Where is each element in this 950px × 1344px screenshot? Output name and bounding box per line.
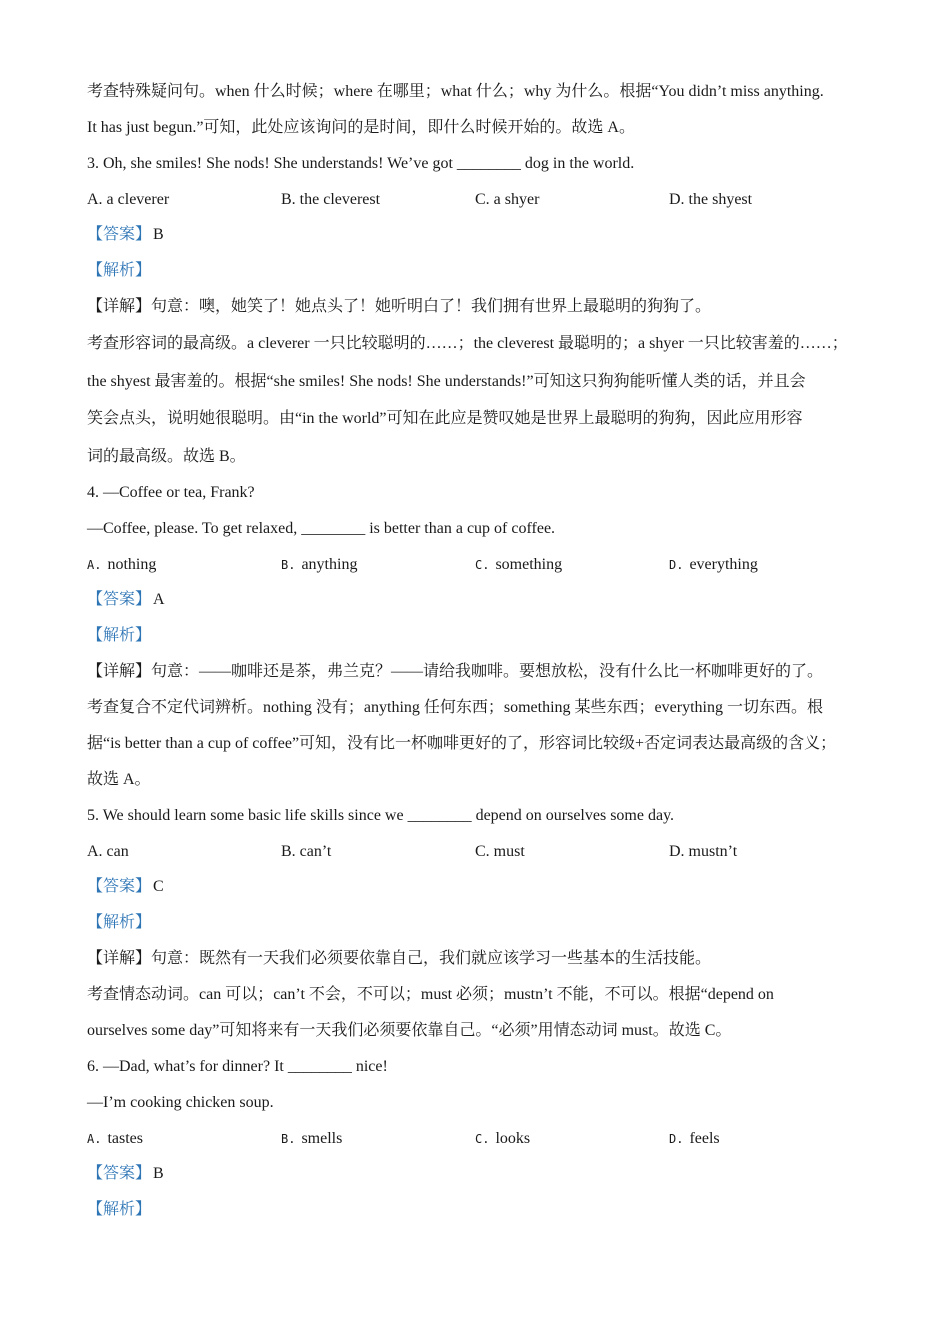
answer-tag: 【答案】 (87, 1165, 152, 1182)
question-6-stem-2: —I’m cooking chicken soup. (87, 1094, 274, 1111)
q4-detail-2: 考查复合不定代词辨析。nothing 没有；anything 任何东西；something 某些东西；everything 一切东西。根 (87, 699, 823, 716)
question-5-stem: 5. We should learn some basic life skills since we ________ depend on ourselves some day. (87, 807, 675, 824)
q6-option-a-letter: A. (87, 1132, 102, 1146)
answer-tag: 【答案】 (87, 878, 152, 895)
q5-detail-2: 考查情态动词。can 可以；can’t 不会，不可以；must 必须；mustn’t 不能，不可以。根据“depend on (87, 986, 774, 1003)
intro-line-1: 考查特殊疑问句。when 什么时候；where 在哪里；what 什么；why 为什么。根据“You didn’t miss anything. (87, 83, 824, 100)
question-5-options (87, 834, 887, 869)
q3-detail-5: 词的最高级。故选 B。 (87, 447, 246, 465)
q3-detail-2: 考查形容词的最高级。a cleverer 一只比较聪明的……；the cleverest 最聪明的；a shyer 一只比较害羞的……； (87, 335, 848, 352)
q4-analysis-heading (87, 618, 887, 654)
q3-answer (87, 217, 887, 253)
q4-option-d (669, 547, 863, 582)
q6-option-b-text: smells (301, 1130, 343, 1147)
q3-answer-value: B (153, 226, 164, 243)
question-6-stem-1: 6. —Dad, what’s for dinner? It ________ nice! (87, 1058, 388, 1075)
q4-option-b-letter: B. (281, 558, 296, 572)
q4-option-d-letter: D. (669, 558, 684, 572)
q4-answer (87, 582, 887, 618)
analysis-tag: 【解析】 (87, 262, 152, 279)
q3-analysis-heading (87, 253, 887, 289)
q6-option-b (281, 1121, 475, 1156)
q6-option-c-letter: C. (475, 1132, 490, 1146)
answer-tag: 【答案】 (87, 591, 152, 608)
q5-answer-value: C (153, 878, 164, 895)
q5-option-a: A. can (87, 843, 129, 860)
q6-option-d (669, 1121, 863, 1156)
q3-option-a: A. a cleverer (87, 191, 170, 208)
answer-tag: 【答案】 (87, 226, 152, 243)
document-page (87, 74, 887, 1228)
q3-detail-4: 笑会点头，说明她很聪明。由“in the world”可知在此应是赞叹她是世界上最聪明的狗狗，因此应用形容 (87, 410, 803, 427)
q6-answer-value: B (153, 1165, 164, 1182)
q4-detail-4: 故选 A。 (87, 771, 151, 788)
question-4-stem-2: —Coffee, please. To get relaxed, ________ is better than a cup of coffee. (87, 520, 556, 537)
q6-option-d-text: feels (689, 1130, 720, 1147)
q5-option-b: B. can’t (281, 843, 332, 860)
q5-detail-1: 【详解】句意：既然有一天我们必须要依靠自己，我们就应该学习一些基本的生活技能。 (87, 950, 712, 967)
q6-option-d-letter: D. (669, 1132, 684, 1146)
question-3-stem: 3. Oh, she smiles! She nods! She understands! We’ve got ________ dog in the world. (87, 155, 635, 172)
q4-option-a-text: nothing (107, 556, 157, 573)
question-6-options (87, 1121, 887, 1156)
q6-option-a-text: tastes (107, 1130, 143, 1147)
q5-option-c: C. must (475, 843, 525, 860)
q4-option-a (87, 547, 281, 582)
q6-answer (87, 1156, 887, 1192)
question-3-options (87, 182, 887, 217)
question-4-stem-1: 4. —Coffee or tea, Frank? (87, 484, 255, 501)
q4-option-c-letter: C. (475, 558, 490, 572)
q4-answer-value: A (153, 591, 165, 608)
q3-detail-3: the shyest 最害羞的。根据“she smiles! She nods! She understands!”可知这只狗狗能听懂人类的话，并且会 (87, 372, 806, 390)
q5-answer (87, 869, 887, 905)
q6-option-b-letter: B. (281, 1132, 296, 1146)
q4-option-d-text: everything (689, 556, 758, 573)
analysis-tag: 【解析】 (87, 914, 152, 931)
q4-option-a-letter: A. (87, 558, 102, 572)
question-4-options (87, 547, 887, 582)
q4-option-b-text: anything (301, 556, 358, 573)
q3-option-d: D. the shyest (669, 191, 753, 208)
q3-option-b: B. the cleverest (281, 191, 381, 208)
intro-line-2: It has just begun.”可知，此处应该询问的是时间，即什么时候开始的。故选 A。 (87, 119, 635, 136)
q4-option-c (475, 547, 669, 582)
q4-option-c-text: something (495, 556, 563, 573)
q5-detail-3: ourselves some day”可知将来有一天我们必须要依靠自己。“必须”用情态动词 must。故选 C。 (87, 1022, 732, 1039)
q4-detail-1: 【详解】句意：——咖啡还是茶，弗兰克？——请给我咖啡。要想放松，没有什么比一杯咖啡更好的了。 (87, 663, 824, 680)
analysis-tag: 【解析】 (87, 627, 152, 644)
q4-option-b (281, 547, 475, 582)
q6-option-a (87, 1121, 281, 1156)
q6-option-c-text: looks (495, 1130, 531, 1147)
analysis-tag: 【解析】 (87, 1201, 152, 1218)
q6-option-c (475, 1121, 669, 1156)
q5-analysis-heading (87, 905, 887, 941)
q4-detail-3: 据“is better than a cup of coffee”可知，没有比一杯咖啡更好的了，形容词比较级+否定词表达最高级的含义； (87, 735, 837, 752)
q6-analysis-heading (87, 1192, 887, 1228)
q5-option-d: D. mustn’t (669, 843, 738, 860)
q3-detail-1: 【详解】句意：噢，她笑了！她点头了！她听明白了！我们拥有世界上最聪明的狗狗了。 (87, 298, 712, 315)
q3-option-c: C. a shyer (475, 191, 540, 208)
